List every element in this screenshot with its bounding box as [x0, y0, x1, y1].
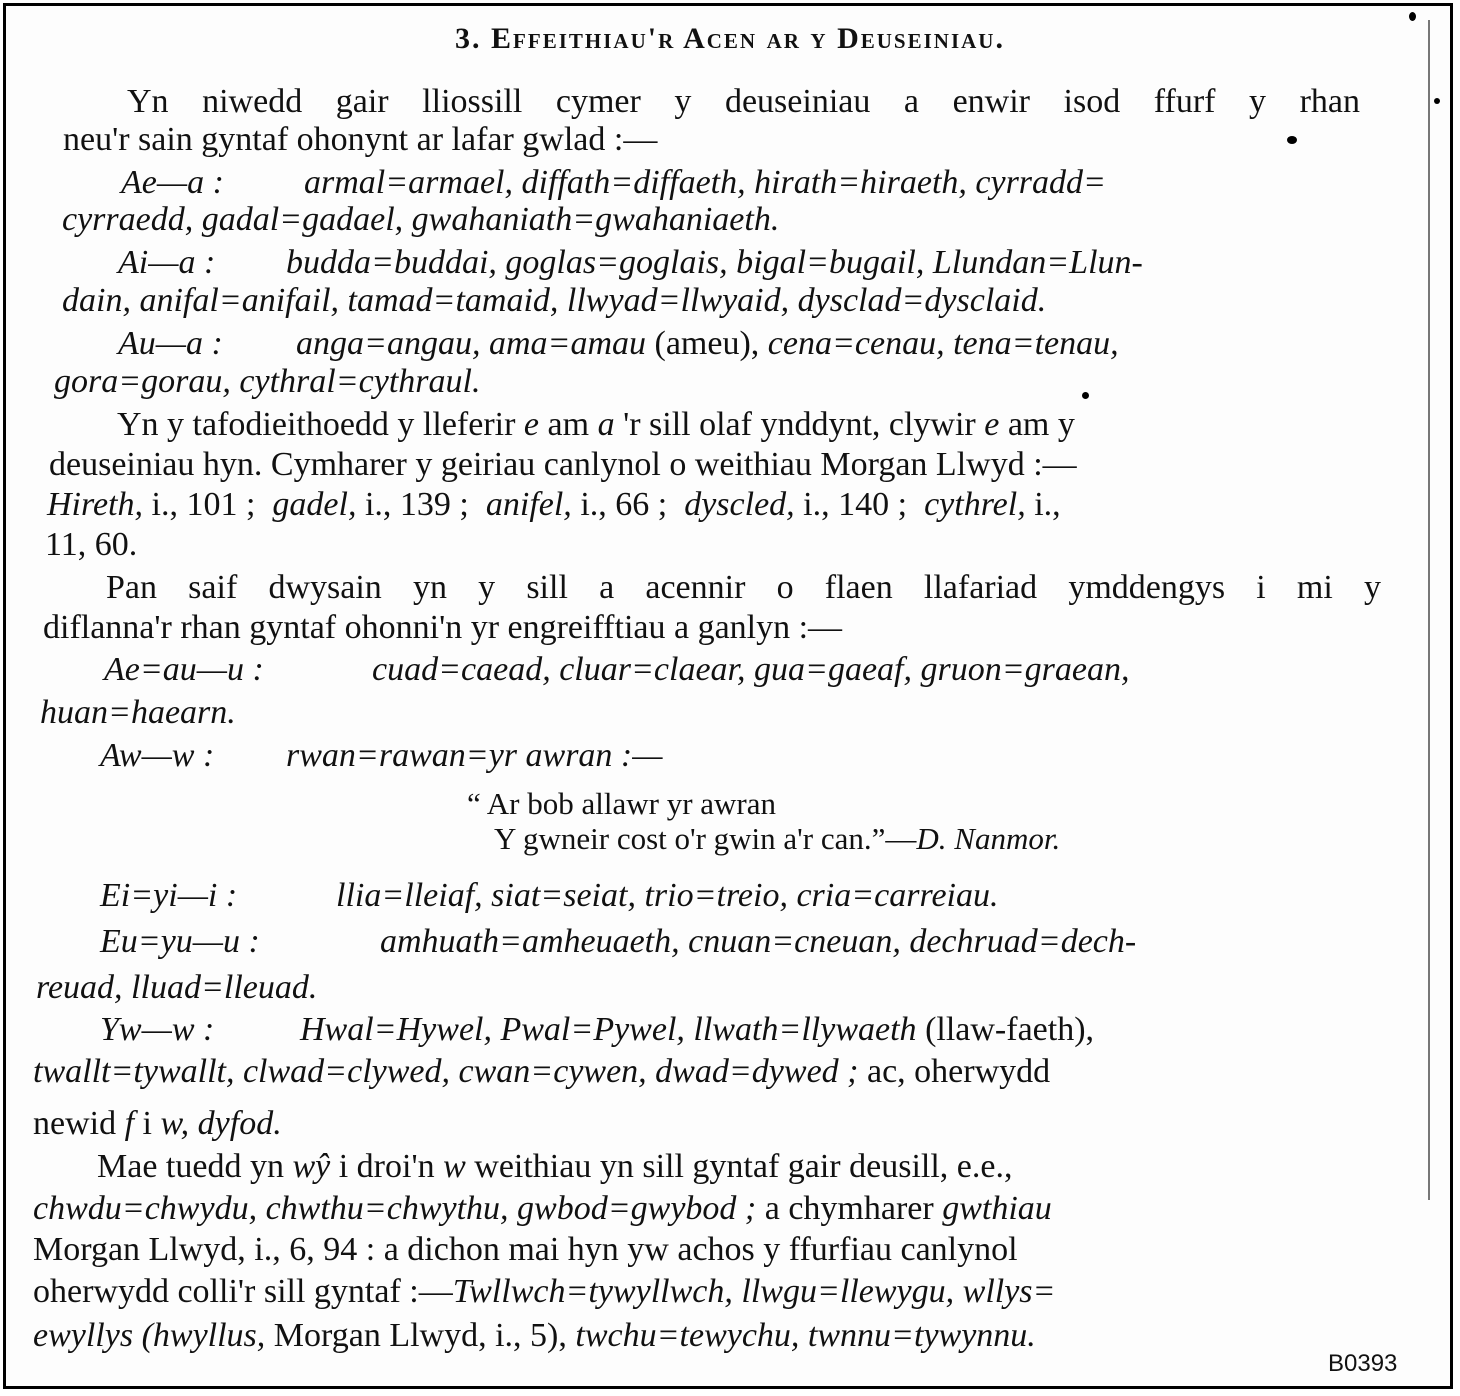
text: Yn y tafodieithoedd y lleferir: [117, 406, 516, 443]
word: anifel,: [485, 486, 572, 523]
word: dyscled,: [684, 486, 795, 523]
entry-ei: [100, 876, 999, 916]
ink-speck: [1434, 98, 1440, 104]
entry-examples: cena=cenau, tena=tenau,: [767, 325, 1119, 362]
word: ewyllys: [33, 1317, 134, 1354]
paragraph-line: [33, 1272, 1055, 1312]
entry-examples: llia=lleiaf, siat=seiat, trio=treio, cria=carreiau.: [336, 877, 999, 914]
entry-examples: cuad=caead, cluar=claear, gua=gaeaf, gruon=graean,: [372, 651, 1130, 688]
entry-examples: rwan=rawan=yr awran :—: [286, 737, 663, 774]
paragraph-line: deuseiniau hyn. Cymharer y geiriau canlynol o weithiau Morgan Llwyd :—: [49, 446, 1077, 483]
entry-examples: twchu=tewychu, twnnu=tywynnu.: [575, 1317, 1036, 1354]
text: weithiau yn sill gyntaf gair deusill, e.e.,: [474, 1148, 1013, 1185]
entry-line: [33, 1104, 282, 1144]
text: a chymharer: [764, 1190, 934, 1227]
word: gwthiau: [942, 1190, 1052, 1227]
reference: i., 101 ;: [151, 486, 256, 523]
reference: i., 66 ;: [580, 486, 668, 523]
entry-examples: anga=angau, ama=amau: [296, 325, 646, 362]
quote-author: D. Nanmor.: [916, 821, 1061, 856]
letter: e: [984, 406, 1000, 443]
paragraph-line: 11, 60.: [45, 526, 138, 563]
text: am: [547, 406, 590, 443]
entry-label: Ae—a :: [121, 164, 224, 201]
entry-yw: [100, 1010, 1094, 1050]
ink-speck: [1082, 392, 1089, 399]
entry-line: huan=haearn.: [40, 694, 236, 731]
text: i droi'n: [338, 1148, 435, 1185]
text: am y: [1007, 406, 1075, 443]
quote-line: [494, 821, 1060, 857]
word: (hwyllus,: [141, 1317, 266, 1354]
entry-examples: (ameu),: [654, 325, 760, 362]
paragraph-line: [117, 405, 1075, 445]
entry-aw: [100, 736, 663, 776]
quote-text: Y gwneir cost o'r gwin a'r can.”—: [494, 821, 917, 856]
quote-line: “ Ar bob allawr yr awran: [467, 786, 777, 821]
ink-speck: [1409, 12, 1416, 21]
paragraph-line: [33, 1316, 1036, 1356]
paragraph-line: Pan saif dwysain yn y sill a acennir o flaen llafariad ymddengys i mi y: [106, 569, 1381, 606]
reference: i., 140 ;: [803, 486, 908, 523]
entry-examples: twallt=tywallt, clwad=clywed, cwan=cywen, dwad=dywed ;: [33, 1053, 859, 1090]
word: cythrel,: [924, 486, 1026, 523]
text: newid: [33, 1105, 117, 1142]
letter: f: [124, 1105, 135, 1142]
entry-au: [118, 324, 1119, 364]
ink-speck: [1287, 136, 1297, 144]
entry-line: dain, anifal=anifail, tamad=tamaid, llwyad=llwyaid, dysclad=dysclaid.: [62, 282, 1047, 319]
letter: w: [443, 1148, 466, 1185]
reference: i., 139 ;: [364, 486, 469, 523]
entry-label: Yw—w :: [100, 1011, 215, 1048]
reference: i.,: [1034, 486, 1061, 523]
entry-line: reuad, lluad=lleuad.: [36, 969, 318, 1006]
entry-label: Aw—w :: [100, 737, 215, 774]
entry-examples: amhuath=amheuaeth, cnuan=cneuan, dechruad=dech-: [380, 923, 1137, 960]
paragraph-line: diflanna'r rhan gyntaf ohonni'n yr engreifftiau a ganlyn :—: [43, 609, 843, 646]
catalog-code: B0393: [1328, 1350, 1398, 1377]
word: gadel,: [272, 486, 357, 523]
text: 'r sill olaf ynddynt, clywir: [623, 406, 976, 443]
entry-label: Eu=yu—u :: [100, 923, 260, 960]
entry-examples: w, dyfod.: [160, 1105, 282, 1142]
entry-ai: [118, 243, 1143, 283]
paragraph-line: Morgan Llwyd, i., 6, 94 : a dichon mai hyn yw achos y ffurfiau canlynol: [33, 1231, 1018, 1268]
entry-eu: [100, 922, 1136, 962]
section-heading: 3. Effeithiau'r Acen ar y Deuseiniau.: [455, 22, 1005, 55]
text: ac, oherwydd: [866, 1053, 1051, 1090]
entry-label: Ae=au—u :: [104, 651, 264, 688]
entry-line: gora=gorau, cythral=cythraul.: [54, 363, 481, 400]
paragraph-line: neu'r sain gyntaf ohonynt ar lafar gwlad :—: [63, 121, 658, 158]
text: oherwydd colli'r sill gyntaf :—: [33, 1273, 453, 1310]
entry-label: Au—a :: [118, 325, 223, 362]
entry-examples: Twllwch=tywyllwch, llwgu=llewygu, wllys=: [452, 1273, 1056, 1310]
entry-examples: armal=armael, diffath=diffaeth, hirath=hiraeth, cyrradd=: [304, 164, 1106, 201]
letter: e: [523, 406, 540, 443]
entry-line: cyrraedd, gadal=gadael, gwahaniath=gwahaniaeth.: [62, 201, 780, 238]
paragraph-line: Yn niwedd gair lliossill cymer y deuseiniau a enwir isod ffurf y rhan: [127, 83, 1360, 120]
reference-line: [47, 485, 1061, 525]
entry-examples: (llaw-faeth),: [925, 1011, 1095, 1048]
word: Hireth,: [47, 486, 144, 523]
text: i: [142, 1105, 152, 1142]
entry-label: Ei=yi—i :: [100, 877, 238, 914]
letter: a: [597, 406, 615, 443]
entry-ae: [121, 163, 1361, 203]
entry-examples: budda=buddai, goglas=goglais, bigal=bugail, Llundan=Llun-: [286, 244, 1143, 281]
entry-label: Ai—a :: [118, 244, 216, 281]
entry-examples: chwdu=chwydu, chwthu=chwythu, gwbod=gwybod ;: [33, 1190, 757, 1227]
reference: Morgan Llwyd, i., 5),: [273, 1317, 567, 1354]
entry-aeau: [104, 650, 1130, 690]
right-margin-rule: [1428, 20, 1430, 1200]
entry-examples: Hwal=Hywel, Pwal=Pywel, llwath=llywaeth: [300, 1011, 917, 1048]
letter: wŷ: [292, 1148, 331, 1185]
paragraph-line: [97, 1147, 1012, 1187]
entry-line: [33, 1052, 1050, 1092]
paragraph-line: [33, 1189, 1052, 1229]
text: Mae tuedd yn: [97, 1148, 284, 1185]
